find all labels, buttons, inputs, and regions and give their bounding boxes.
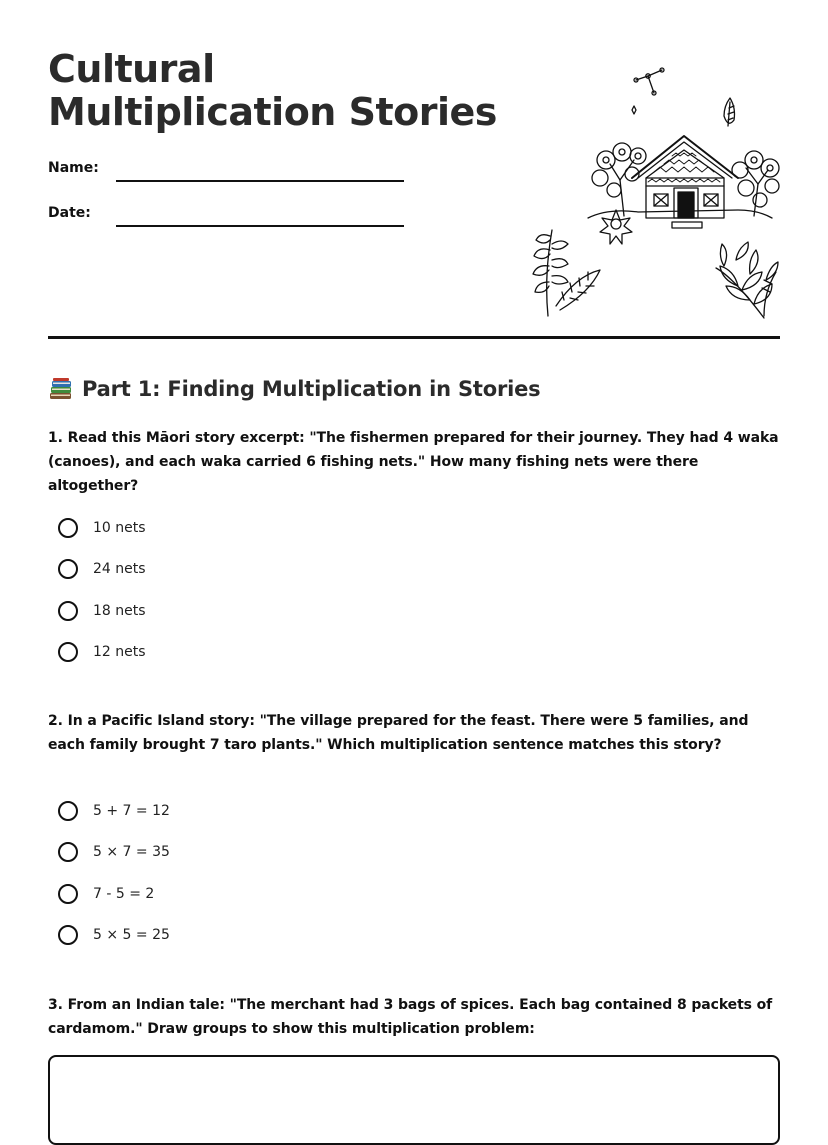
name-write-line[interactable] [116, 180, 404, 182]
flower-icon [600, 210, 632, 244]
q2-option-d[interactable] [58, 915, 658, 957]
date-field [48, 203, 408, 233]
feather-icon [724, 98, 735, 126]
option-label: 5 × 5 = 25 [93, 927, 170, 944]
q2-option-a[interactable] [58, 790, 658, 832]
radio-button[interactable] [58, 642, 78, 662]
option-label: 24 nets [93, 561, 146, 578]
worksheet-page [48, 0, 780, 1118]
right-fern-icon [716, 242, 778, 318]
q1-option-b[interactable] [58, 549, 658, 591]
radio-button[interactable] [58, 884, 78, 904]
question-2-options [58, 790, 658, 956]
left-flower-tree-icon [592, 143, 646, 216]
option-label: 10 nets [93, 519, 146, 536]
option-label: 7 - 5 = 2 [93, 885, 155, 902]
question-1-text: 1. Read this Māori story excerpt: "The fishermen prepared for their journey. They had 4 waka (canoes), and each waka carried 6 fishing nets." How many fishing nets were there altogether? [48, 430, 779, 494]
worksheet-title: Cultural Multiplication Stories [48, 47, 497, 134]
books-icon [48, 376, 74, 402]
meeting-house-illustration [514, 60, 780, 320]
date-write-line[interactable] [116, 225, 404, 227]
option-label: 5 + 7 = 12 [93, 802, 170, 819]
header-divider [48, 336, 780, 339]
radio-button[interactable] [58, 518, 78, 538]
name-label: Name: [48, 160, 99, 176]
q1-option-a[interactable] [58, 507, 658, 549]
q2-option-b[interactable] [58, 832, 658, 874]
option-label: 18 nets [93, 602, 146, 619]
q1-option-c[interactable] [58, 590, 658, 632]
name-field [48, 158, 408, 188]
question-1-options [58, 507, 658, 673]
question-3-text: 3. From an Indian tale: "The merchant had 3 bags of spices. Each bag contained 8 packets of cardamom." Draw groups to show this multiplication problem: [48, 997, 773, 1037]
part1-header [48, 374, 540, 404]
radio-button[interactable] [58, 601, 78, 621]
q2-option-c[interactable] [58, 873, 658, 915]
radio-button[interactable] [58, 925, 78, 945]
question-2-text: 2. In a Pacific Island story: "The village prepared for the feast. There were 5 families, and each family brought 7 taro plants." Which multiplication sentence matches this story? [48, 713, 749, 753]
constellation-icon [632, 68, 664, 114]
radio-button[interactable] [58, 801, 78, 821]
radio-button[interactable] [58, 842, 78, 862]
option-label: 5 × 7 = 35 [93, 844, 170, 861]
option-label: 12 nets [93, 644, 146, 661]
radio-button[interactable] [58, 559, 78, 579]
right-flower-tree-icon [732, 151, 779, 216]
left-fern-icon [533, 230, 600, 316]
q1-option-d[interactable] [58, 632, 658, 674]
part1-heading: Part 1: Finding Multiplication in Stories [82, 377, 541, 401]
drawing-answer-box[interactable] [48, 1055, 780, 1145]
date-label: Date: [48, 205, 91, 221]
